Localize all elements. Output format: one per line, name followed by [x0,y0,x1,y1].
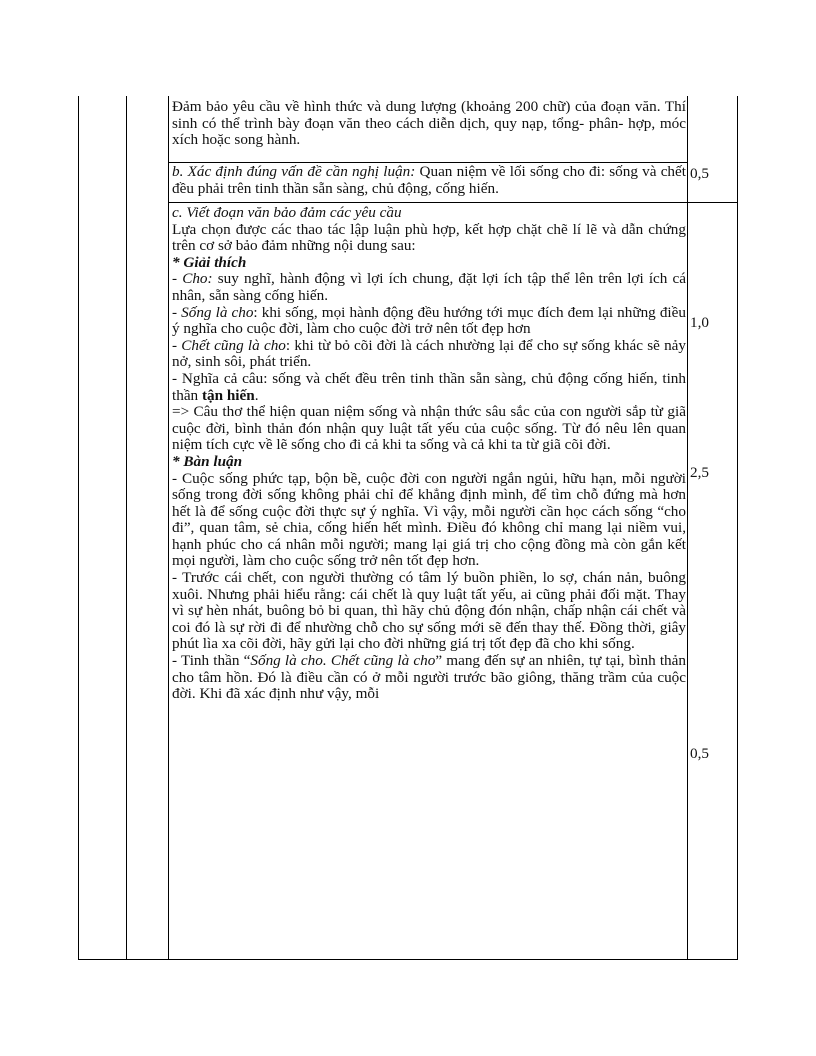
spirit-pre: - Tinh thần “ [172,652,251,670]
table-left-border [78,96,79,960]
column-divider-3 [687,96,688,960]
chet-text: : khi từ bỏ cõi đời là cách nhường lại để cho sự sống khác sẽ nảy nở, sinh sôi, phát triển. [172,336,686,371]
explanation-cho: - Cho: suy nghĩ, hành động vì lợi ích chung, đặt lợi ích tập thể lên trên lợi ích cá nhân, sẵn sàng cống hiến. [172,270,686,304]
song-text: : khi sống, mọi hành động đều hướng tới mục đích đem lại những điều ý nghĩa cho cuộc đời, làm cho cuộc đời trở nên tốt đẹp hơn [172,303,686,338]
issue-identification-text [172,164,686,197]
row-divider-2 [168,202,737,203]
form-requirement-cell [172,99,686,149]
score-issue: 0,5 [690,165,709,182]
explanation-song: - Sống là cho: khi sống, mọi hành động đều hướng tới mục đích đem lại những điều ý nghĩa cho cuộc đời, làm cho cuộc đời trở nên tốt đẹp hơn [172,303,686,338]
table-right-border [737,96,738,960]
song-term: Sống là cho [181,303,254,321]
meaning-bold: tận hiến [201,386,255,404]
cho-term: Cho: [182,270,213,288]
explanation-conclusion: => Câu thơ thể hiện quan niệm sống và nhận thức sâu sắc của con người sắp từ giã cuộc đời, bình thản đón nhận quy luật tất yếu của cuộc sống. Từ đó nêu lên quan niệm tích cực về lẽ sống cho đi cả khi ta sống và cả khi ta từ giã cõi đời. [172,403,686,454]
meaning-end: . [254,386,259,404]
essay-content-cell [172,205,686,703]
cho-text: suy nghĩ, hành động vì lợi ích chung, đặt lợi ích tập thể lên trên lợi ích cá nhân, sẵn sàng cống hiến. [172,270,686,304]
section-heading: c. Viết đoạn văn bảo đảm các yêu cầu [172,204,402,221]
table-bottom-border [78,959,738,960]
chet-term: Chết cũng là cho [181,336,286,354]
score-discussion: 0,5 [690,745,709,762]
issue-heading: b. Xác định đúng vấn đề cần nghị luận: [172,163,416,180]
form-requirement-text: Đảm bảo yêu cầu về hình thức và dung lượng (khoảng 200 chữ) của đoạn văn. Thí sinh có thể trình bày đoạn văn theo cách diễn dịch, quy nạp, tổng- phân- hợp, móc xích hoặc song hành. [172,98,686,149]
spirit-quote: Sống là cho. Chết cũng là cho [250,652,436,670]
meaning-text: - Nghĩa cả câu: sống và chết đều trên tinh thần sẵn sàng, chủ động cống hiến, tinh thần [172,369,686,404]
discussion-title: * Bàn luận [172,452,243,470]
issue-identification-cell [172,164,686,197]
discussion-paragraph-1: - Cuộc sống phức tạp, bộn bề, cuộc đời con người ngắn ngủi, hữu hạn, mỗi người sống trong đời sống không phải chỉ để khẳng định mình, để tìm chỗ đứng mà hơn hết là để sống cuộc đời thực sự ý nghĩa. Vì vậy, mỗi người cần học cách sống “cho đi”, quan tâm, sẻ chia, cống hiến hết mình. Điều đó không chỉ mang lại niềm vui, hạnh phúc cho cá nhân mỗi người; mang lại giá trị cho cộng đồng mà còn gắn kết mọi người, làm cho cuộc sống trở nên tốt đẹp hơn. [172,469,686,570]
discussion-paragraph-3 [172,653,686,703]
score-explanation: 1,0 [690,314,709,331]
spirit-post: ” mang đến sự an nhiên, tự tại, bình thản cho tâm hồn. Đó là điều cần có ở mỗi người trước bão giông, thăng trầm của cuộc đời. Khi đã xác định như vậy, mỗi [172,652,686,703]
explanation-meaning [172,371,686,404]
intro-paragraph: Lựa chọn được các thao tác lập luận phù hợp, kết hợp chặt chẽ lí lẽ và dẫn chứng trên cơ sở bảo đảm những nội dung sau: [172,220,686,255]
column-divider-2 [168,96,169,960]
explanation-chet: - Chết cũng là cho: khi từ bỏ cõi đời là cách nhường lại để cho sự sống khác sẽ nảy nở, sinh sôi, phát triển. [172,336,686,371]
column-divider-1 [126,96,127,960]
issue-text: Quan niệm về lối sống cho đi: sống và chết đều phải trên tinh thần sẵn sàng, chủ động, cống hiến. [172,163,686,197]
score-meaning: 2,5 [690,464,709,481]
explanation-title: * Giải thích [172,253,247,271]
discussion-paragraph-2: - Trước cái chết, con người thường có tâm lý buồn phiền, lo sợ, chán nản, buông xuôi. Nhưng phải hiểu rằng: cái chết là quy luật tất yếu, ai cũng phải đối mặt. Thay vì sự hèn nhát, buông bỏ bi quan, thì hãy chủ động đón nhận, chấp nhận cái chết và coi đó là sự rời đi để nhường chỗ cho sự sống mới sẽ đến thay thế. Đồng thời, giây phút lìa xa cõi đời, hãy gửi lại cho đời những giá trị tốt đẹp đã cho khi sống. [172,569,686,653]
